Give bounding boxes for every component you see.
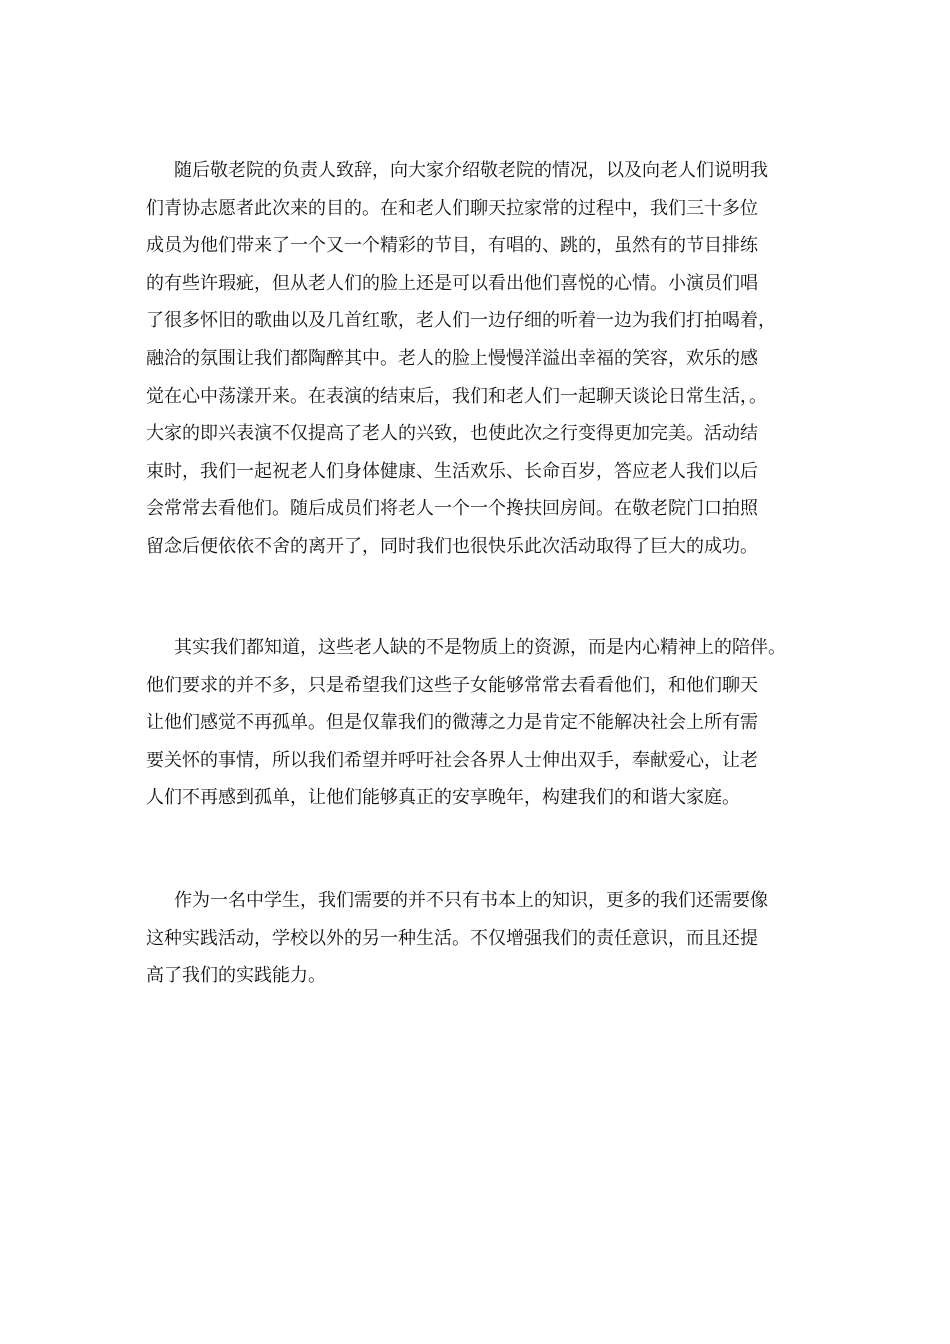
paragraph-elderly-needs xyxy=(146,629,826,817)
paragraph-line: 融洽的氛围让我们都陶醉其中。老人的脸上慢慢洋溢出幸福的笑容，欢乐的感 xyxy=(146,347,758,369)
paragraph-line: 的有些许瑕疵，但从老人们的脸上还是可以看出他们喜悦的心情。小演员们唱 xyxy=(146,272,758,294)
paragraph-line: 束时，我们一起祝老人们身体健康、生活欢乐、长命百岁，答应老人我们以后 xyxy=(146,460,758,482)
paragraph-line: 成员为他们带来了一个又一个精彩的节目，有唱的、跳的，虽然有的节目排练 xyxy=(146,235,758,257)
paragraph-line: 随后敬老院的负责人致辞，向大家介绍敬老院的情况，以及向老人们说明我 xyxy=(174,160,768,181)
paragraph-line: 他们要求的并不多，只是希望我们这些子女能够常常去看看他们，和他们聊天 xyxy=(146,674,758,696)
paragraph-line: 留念后便依依不舍的离开了，同时我们也很快乐此次活动取得了巨大的成功。 xyxy=(146,535,758,557)
paragraph-line: 人们不再感到孤单，让他们能够真正的安享晚年，构建我们的和谐大家庭。 xyxy=(146,787,740,809)
paragraph-line: 要关怀的事情，所以我们希望并呼吁社会各界人士伸出双手，奉献爱心，让老 xyxy=(146,749,758,771)
paragraph-line: 让他们感觉不再孤单。但是仅靠我们的微薄之力是肯定不能解决社会上所有需 xyxy=(146,712,758,734)
paragraph-line: 会常常去看他们。随后成员们将老人一个一个搀扶回房间。在敬老院门口拍照 xyxy=(146,498,758,520)
paragraph-line: 了很多怀旧的歌曲以及几首红歌，老人们一边仔细的听着一边为我们打拍喝着， xyxy=(146,310,776,332)
paragraph-student-reflection xyxy=(146,882,826,995)
paragraph-line: 其实我们都知道，这些老人缺的不是物质上的资源，而是内心精神上的陪伴。 xyxy=(174,637,786,658)
paragraph-line: 们青协志愿者此次来的目的。在和老人们聊天拉家常的过程中，我们三十多位 xyxy=(146,197,758,219)
paragraph-line: 大家的即兴表演不仅提高了老人的兴致，也使此次之行变得更加完美。活动结 xyxy=(146,423,758,445)
paragraph-line: 觉在心中荡漾开来。在表演的结束后，我们和老人们一起聊天谈论日常生活，。 xyxy=(146,385,767,407)
paragraph-volunteer-visit xyxy=(146,152,826,566)
paragraph-line: 这种实践活动，学校以外的另一种生活。不仅增强我们的责任意识，而且还提 xyxy=(146,927,758,949)
paragraph-line: 高了我们的实践能力。 xyxy=(146,965,326,987)
paragraph-line: 作为一名中学生，我们需要的并不只有书本上的知识，更多的我们还需要像 xyxy=(174,890,768,911)
